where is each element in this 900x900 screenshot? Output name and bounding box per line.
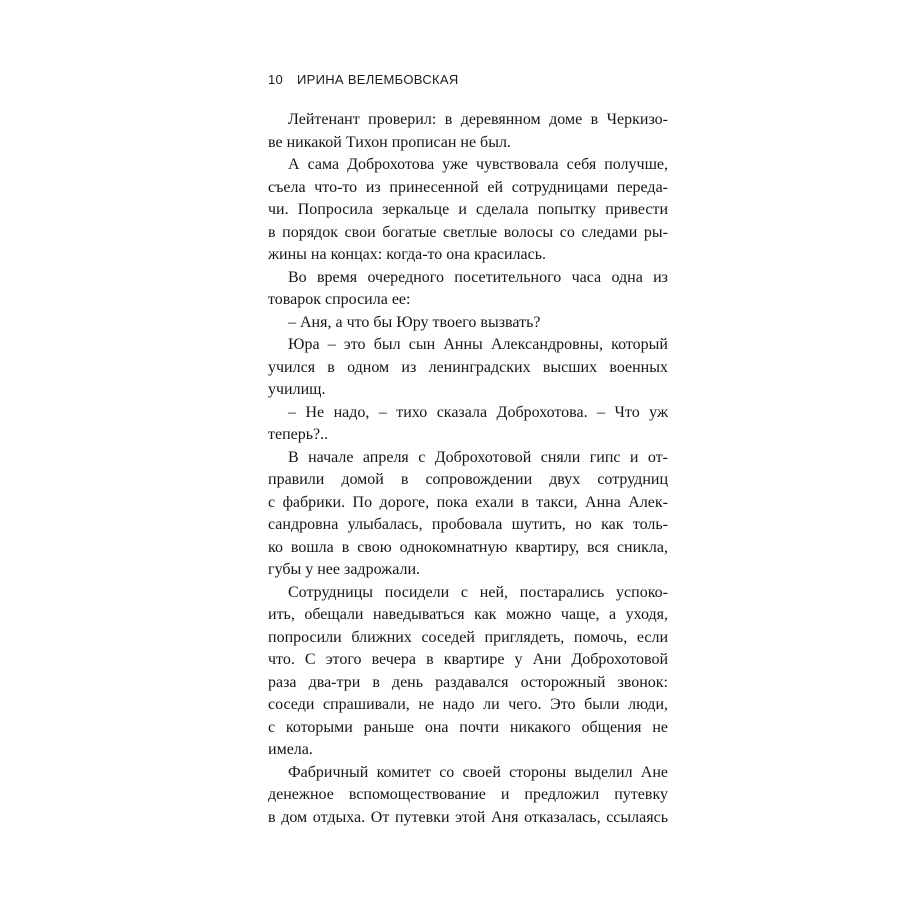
text-line: – Не надо, – тихо сказала Доброхотова. – Что уж <box>288 403 668 421</box>
text-line: учился в одном из ленинградских высших военных <box>268 358 668 376</box>
text-line: теперь?.. <box>268 426 329 443</box>
running-head <box>268 72 688 92</box>
text-line: раза два-три в день раздавался осторожный звонок: <box>268 673 668 691</box>
text-line: чи. Попросила зеркальце и сделала попытку привести <box>268 201 668 218</box>
body-text <box>268 109 668 829</box>
text-line: с которыми раньше она почти никакого общения не <box>268 718 668 736</box>
text-line: имела. <box>268 741 313 758</box>
text-line: Лейтенант проверил: в деревянном доме в Черкизо- <box>288 111 668 128</box>
text-line: Во время очередного посетительного часа одна из <box>288 268 668 286</box>
text-line: А сама Доброхотова уже чувствовала себя получше, <box>288 156 668 173</box>
text-line: съела что-то из принесенной ей сотрудницами переда- <box>268 178 668 196</box>
text-line: с фабрики. По дороге, пока ехали в такси, Анна Алек- <box>268 493 668 511</box>
text-line: правили домой в сопровождении двух сотрудниц <box>268 471 668 488</box>
text-line: губы у нее задрожали. <box>268 561 421 578</box>
text-line: попросили ближних соседей приглядеть, помочь, если <box>268 628 668 646</box>
text-line: соседи спрашивали, не надо ли чего. Это были люди, <box>268 696 668 713</box>
page-number: 10 <box>268 72 284 87</box>
text-line: Сотрудницы посидели с ней, постарались успоко- <box>288 583 668 601</box>
text-line: что. С этого вечера в квартире у Ани Доброхотовой <box>268 651 668 668</box>
text-line: училищ. <box>268 381 326 398</box>
text-line: сандровна улыбалась, пробовала шутить, но как толь- <box>268 516 668 533</box>
text-line: в порядок свои богатые светлые волосы со следами ры- <box>268 223 668 241</box>
text-line: в дом отдыха. От путевки этой Аня отказалась, ссылаясь <box>268 808 668 826</box>
author-name: ИРИНА ВЕЛЕМБОВСКАЯ <box>296 72 459 87</box>
text-line: товарок спросила ее: <box>268 291 411 308</box>
text-line: Фабричный комитет со своей стороны выделил Ане <box>288 763 668 781</box>
text-line: – Аня, а что бы Юру твоего вызвать? <box>288 313 541 331</box>
text-line: жины на концах: когда-то она красилась. <box>268 246 546 263</box>
text-line: В начале апреля с Доброхотовой сняли гипс и от- <box>288 448 668 466</box>
text-line: ве никакой Тихон прописан не был. <box>268 133 511 151</box>
text-line: денежное вспомоществование и предложил путевку <box>268 786 668 803</box>
text-line: ко вошла в свою однокомнатную квартиру, вся сникла, <box>268 538 668 556</box>
text-line: ить, обещали наведываться как можно чаще, а уходя, <box>268 606 668 623</box>
text-line: Юра – это был сын Анны Александровны, который <box>288 336 668 353</box>
